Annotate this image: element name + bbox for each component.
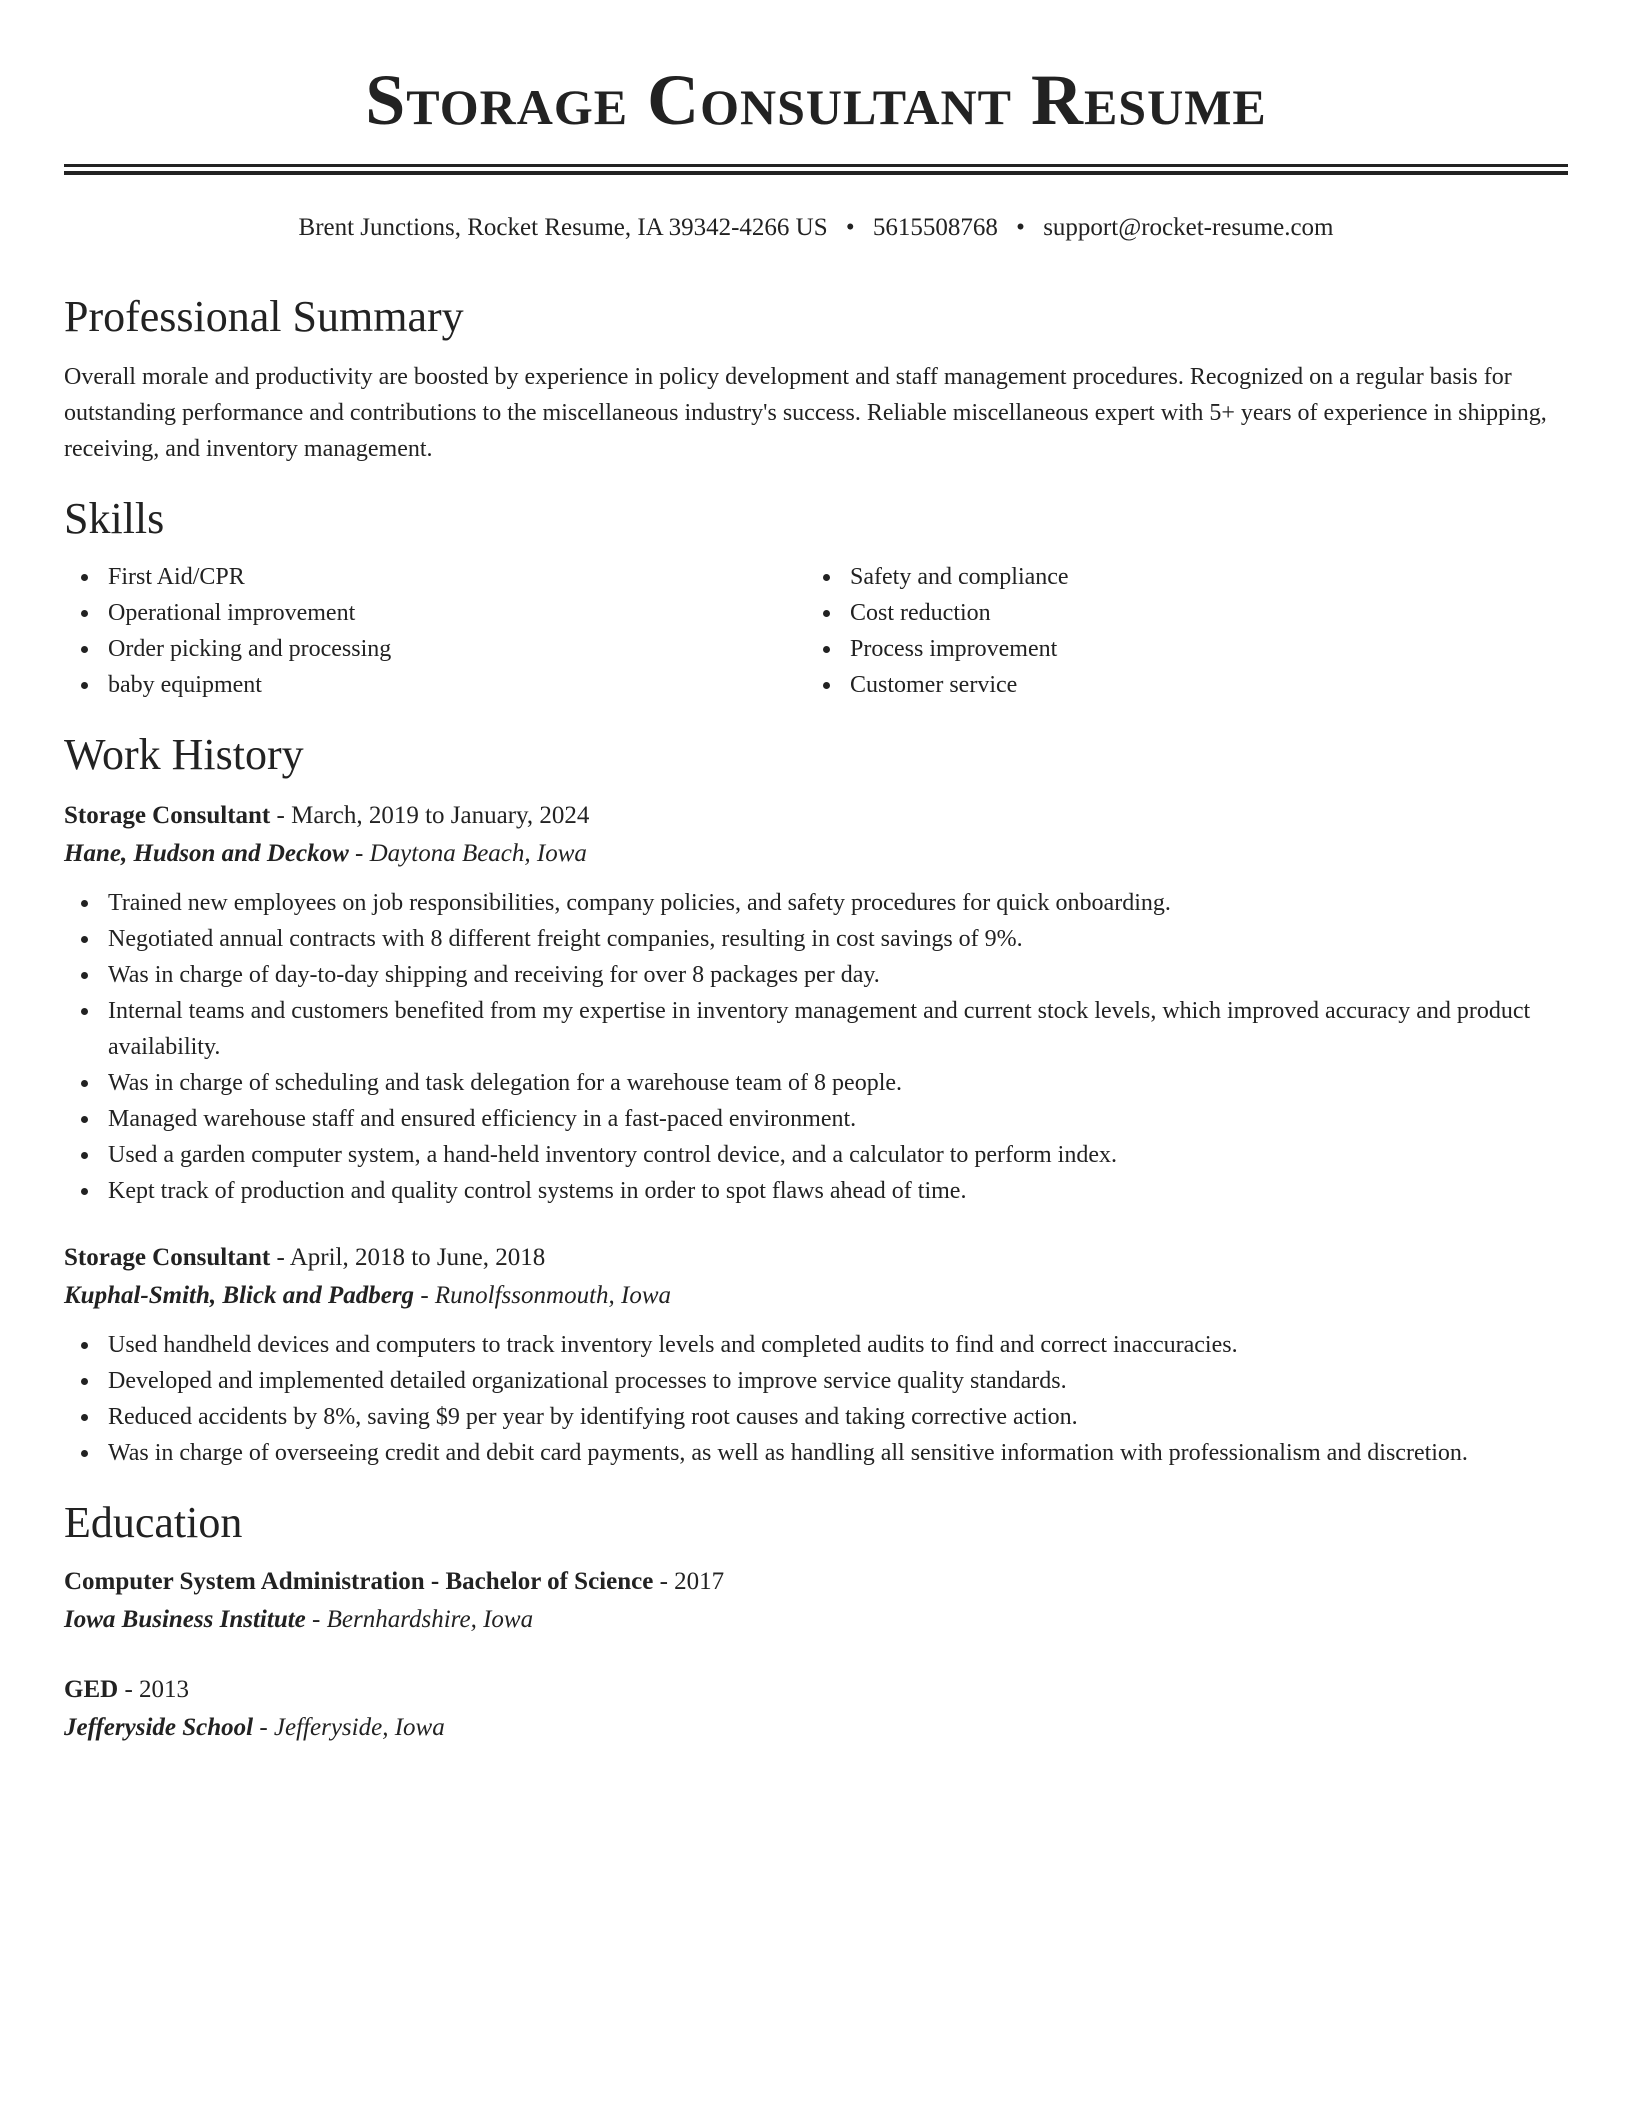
contact-address: Brent Junctions, Rocket Resume, IA 39342-4266 US (298, 214, 828, 241)
summary-text: Overall morale and productivity are boosted by experience in policy development and staff management procedures. Recognized on a regular basis for outstanding performance and contributions to the miscellaneous industry's success. Reliable miscellaneous expert with 5+ years of experience in shipping, receiving, and inventory management. (64, 364, 1547, 462)
job-duty: Managed warehouse staff and ensured efficiency in a fast-paced environment. (64, 1101, 1568, 1137)
skill-item: Operational improvement (64, 595, 806, 631)
dash-separator: - (118, 1676, 140, 1703)
job-duties-list (64, 885, 1568, 1209)
graduation-year: 2013 (139, 1676, 190, 1703)
skills-column-left (64, 559, 806, 703)
job-duty: Was in charge of overseeing credit and debit card payments, as well as handling all sensitive information with professionalism and discretion. (64, 1435, 1568, 1471)
skills-column-right (806, 559, 1548, 703)
skill-item: Process improvement (806, 631, 1548, 667)
job-location: Runolfssonmouth, Iowa (434, 1282, 672, 1309)
skill-item: Customer service (806, 667, 1548, 703)
degree-line (64, 1563, 1568, 1601)
company-name: Kuphal-Smith, Blick and Padberg (64, 1282, 415, 1309)
dash-separator: - (348, 840, 370, 867)
job-duty: Kept track of production and quality control systems in order to spot flaws ahead of time. (64, 1173, 1568, 1209)
skill-item: baby equipment (64, 667, 806, 703)
job-duty: Used a garden computer system, a hand-held inventory control device, and a calculator to perform index. (64, 1137, 1568, 1173)
contact-phone: 5615508768 (872, 214, 998, 241)
dash-separator: - (305, 1606, 327, 1633)
contact-email: support@rocket-resume.com (1043, 214, 1334, 241)
job-title-line (64, 1239, 1568, 1277)
job-duty: Negotiated annual contracts with 8 different freight companies, resulting in cost savings of 9%. (64, 921, 1568, 957)
job-duty: Developed and implemented detailed organizational processes to improve service quality standards. (64, 1363, 1568, 1399)
job-duties-list (64, 1327, 1568, 1471)
skill-item: Cost reduction (806, 595, 1548, 631)
degree-line (64, 1671, 1568, 1709)
degree-name: Computer System Administration - Bachelor of Science (64, 1568, 654, 1595)
dash-separator: - (414, 1282, 435, 1309)
degree-name: GED (64, 1676, 119, 1703)
company-line (64, 835, 1568, 873)
title-double-rule (64, 164, 1568, 175)
job-title: Storage Consultant (64, 1244, 271, 1271)
job-duty: Internal teams and customers benefited from my expertise in inventory management and current stock levels, which improved accuracy and product availability. (64, 993, 1568, 1065)
job-location: Daytona Beach, Iowa (369, 840, 587, 867)
job-entry (64, 1239, 1568, 1471)
school-line (64, 1709, 1568, 1747)
company-line (64, 1277, 1568, 1315)
school-location: Bernhardshire, Iowa (326, 1606, 534, 1633)
school-line (64, 1601, 1568, 1639)
dash-separator: - (653, 1568, 675, 1595)
graduation-year: 2017 (674, 1568, 725, 1595)
education-entry (64, 1563, 1568, 1639)
skill-item: Order picking and processing (64, 631, 806, 667)
job-duty: Reduced accidents by 8%, saving $9 per year by identifying root causes and taking corrective action. (64, 1399, 1568, 1435)
company-name: Hane, Hudson and Deckow (64, 840, 349, 867)
dash-separator: - (253, 1714, 274, 1741)
job-dates: April, 2018 to June, 2018 (289, 1244, 546, 1271)
contact-separator: • (845, 214, 855, 241)
dash-separator: - (270, 802, 292, 829)
job-title-line (64, 797, 1568, 835)
contact-separator: • (1016, 214, 1025, 241)
contact-line (64, 211, 1568, 245)
education-heading: Education (64, 1498, 243, 1547)
skills-list (64, 559, 1568, 703)
school-name: Jefferyside School (64, 1714, 254, 1741)
school-location: Jefferyside, Iowa (273, 1714, 445, 1741)
skills-heading: Skills (64, 494, 165, 543)
job-duty: Trained new employees on job responsibilities, company policies, and safety procedures for quick onboarding. (64, 885, 1568, 921)
skill-item: Safety and compliance (806, 559, 1548, 595)
job-duty: Used handheld devices and computers to track inventory levels and completed audits to find and correct inaccuracies. (64, 1327, 1568, 1363)
skill-item: First Aid/CPR (64, 559, 806, 595)
education-entry (64, 1671, 1568, 1747)
job-duty: Was in charge of scheduling and task delegation for a warehouse team of 8 people. (64, 1065, 1568, 1101)
job-title: Storage Consultant (64, 802, 271, 829)
work-history-heading: Work History (64, 730, 304, 779)
summary-heading: Professional Summary (64, 292, 464, 341)
job-duty: Was in charge of day-to-day shipping and receiving for over 8 packages per day. (64, 957, 1568, 993)
dash-separator: - (270, 1244, 290, 1271)
job-dates: March, 2019 to January, 2024 (291, 802, 590, 829)
job-entry (64, 797, 1568, 1209)
resume-title: Storage Consultant Resume (365, 60, 1267, 140)
school-name: Iowa Business Institute (64, 1606, 306, 1633)
